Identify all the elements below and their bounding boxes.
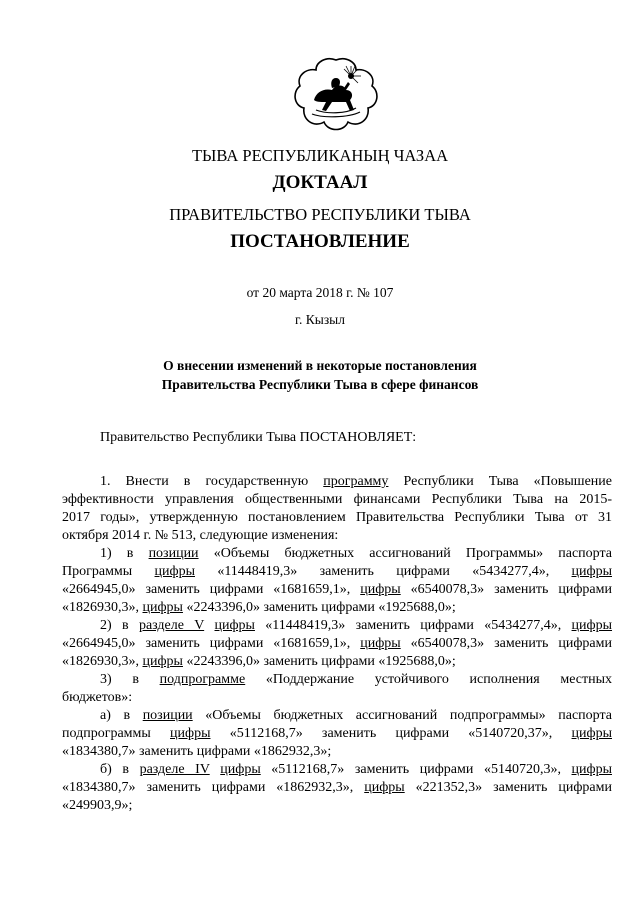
text: «11448419,3» заменить цифрами «5434277,4», — [195, 564, 572, 579]
text: «5112168,7» заменить цифрами «5140720,3», — [260, 762, 572, 777]
tuvan-doc-type: ДОКТААЛ — [272, 172, 368, 193]
city: г. Кызыл — [295, 312, 345, 327]
date-number: от 20 марта 2018 г. № 107 — [246, 285, 394, 300]
figures-link[interactable]: цифры — [360, 582, 401, 597]
item-1-line-2: эффективности управления общественными финансами Республики Тыва на 2015- — [62, 492, 612, 507]
text: «11448419,3» заменить цифрами «5434277,4», — [254, 618, 572, 633]
figures-link[interactable]: цифры — [360, 636, 401, 651]
text: «1834380,7» заменить цифрами «1862932,3», — [62, 780, 365, 795]
figures-link[interactable]: цифры — [142, 654, 183, 669]
text: 1) в — [100, 546, 149, 561]
sub-3b-line-1 — [100, 761, 612, 778]
russian-government-heading: ПРАВИТЕЛЬСТВО РЕСПУБЛИКИ ТЫВА — [169, 205, 471, 224]
text: «2243396,0» заменить цифрами «1925688,0»; — [182, 654, 456, 669]
text — [210, 762, 221, 777]
sub-2-line-2 — [62, 635, 612, 652]
section-iv-link[interactable]: разделе IV — [139, 762, 210, 777]
text: Республики Тыва «Повышение — [388, 474, 613, 489]
russian-doc-type: ПОСТАНОВЛЕНИЕ — [230, 231, 410, 252]
program-link[interactable]: программу — [323, 474, 389, 489]
figures-link[interactable]: цифры — [571, 564, 613, 579]
text: б) в — [100, 762, 140, 777]
text: «1826930,3», — [62, 600, 143, 615]
text: «6540078,3» заменить цифрами — [400, 582, 612, 597]
figures-link[interactable]: цифры — [142, 600, 183, 615]
sub-1-line-1 — [100, 545, 612, 562]
figures-link[interactable]: цифры — [571, 726, 612, 741]
text: «6540078,3» заменить цифрами — [400, 636, 612, 651]
item-1-line-4: октября 2014 г. № 513, следующие изменения: — [62, 528, 339, 543]
text: «221352,3» заменить цифрами — [404, 780, 612, 795]
sub-3a-line-1 — [100, 707, 612, 724]
item-1-line-3: 2017 годы», утвержденную постановлением Правительства Республики Тыва от 31 — [62, 510, 612, 525]
figures-link[interactable]: цифры — [170, 726, 211, 741]
text: «5112168,7» заменить цифрами «5140720,37», — [210, 726, 572, 741]
text: Программы — [62, 564, 155, 579]
text: «2243396,0» заменить цифрами «1925688,0»; — [182, 600, 456, 615]
sub-3-line-1 — [100, 671, 612, 688]
sub-2-line-1 — [100, 617, 612, 634]
preamble: Правительство Республики Тыва ПОСТАНОВЛЯЕТ: — [100, 430, 417, 445]
text: «2664945,0» заменить цифрами «1681659,1», — [62, 636, 361, 651]
text: 1. Внести в государственную — [100, 474, 324, 489]
text — [204, 618, 214, 633]
text: «2664945,0» заменить цифрами «1681659,1», — [62, 582, 361, 597]
coat-of-arms-emblem — [288, 54, 384, 134]
position-link[interactable]: позиции — [148, 546, 199, 561]
title-line-2: Правительства Республики Тыва в сфере финансов — [161, 377, 479, 392]
figures-link[interactable]: цифры — [154, 564, 195, 579]
figures-link[interactable]: цифры — [214, 618, 255, 633]
text: «Поддержание устойчивого исполнения местных — [245, 672, 612, 687]
item-1-line-1 — [100, 473, 612, 490]
tuvan-government-heading: ТЫВА РЕСПУБЛИКАНЫҢ ЧАЗАА — [191, 146, 449, 165]
text: подпрограммы — [62, 726, 171, 741]
sub-3a-line-2 — [62, 725, 612, 742]
sub-3a-line-3: «1834380,7» заменить цифрами «1862932,3»; — [62, 744, 332, 759]
title-line-1: О внесении изменений в некоторые постановления — [163, 358, 477, 373]
sub-2-line-3 — [62, 653, 612, 670]
position-link[interactable]: позиции — [142, 708, 193, 723]
figures-link[interactable]: цифры — [364, 780, 405, 795]
text: а) в — [100, 708, 143, 723]
figures-link[interactable]: цифры — [571, 762, 612, 777]
text: 2) в — [100, 618, 139, 633]
text: «1826930,3», — [62, 654, 143, 669]
figures-link[interactable]: цифры — [571, 618, 613, 633]
section-v-link[interactable]: разделе V — [138, 618, 205, 633]
sub-3b-line-3: «249903,9»; — [62, 798, 133, 813]
text: 3) в — [100, 672, 160, 687]
sub-1-line-4 — [62, 599, 612, 616]
text: «Объемы бюджетных ассигнований подпрограммы» паспорта — [192, 708, 612, 723]
text: «Объемы бюджетных ассигнований Программы» паспорта — [198, 546, 612, 561]
sub-1-line-3 — [62, 581, 612, 598]
sub-3-line-2: бюджетов»: — [62, 690, 133, 705]
sub-3b-line-2 — [62, 779, 612, 796]
subprogram-link[interactable]: подпрограмме — [159, 672, 246, 687]
figures-link[interactable]: цифры — [220, 762, 261, 777]
sub-1-line-2 — [62, 563, 612, 580]
